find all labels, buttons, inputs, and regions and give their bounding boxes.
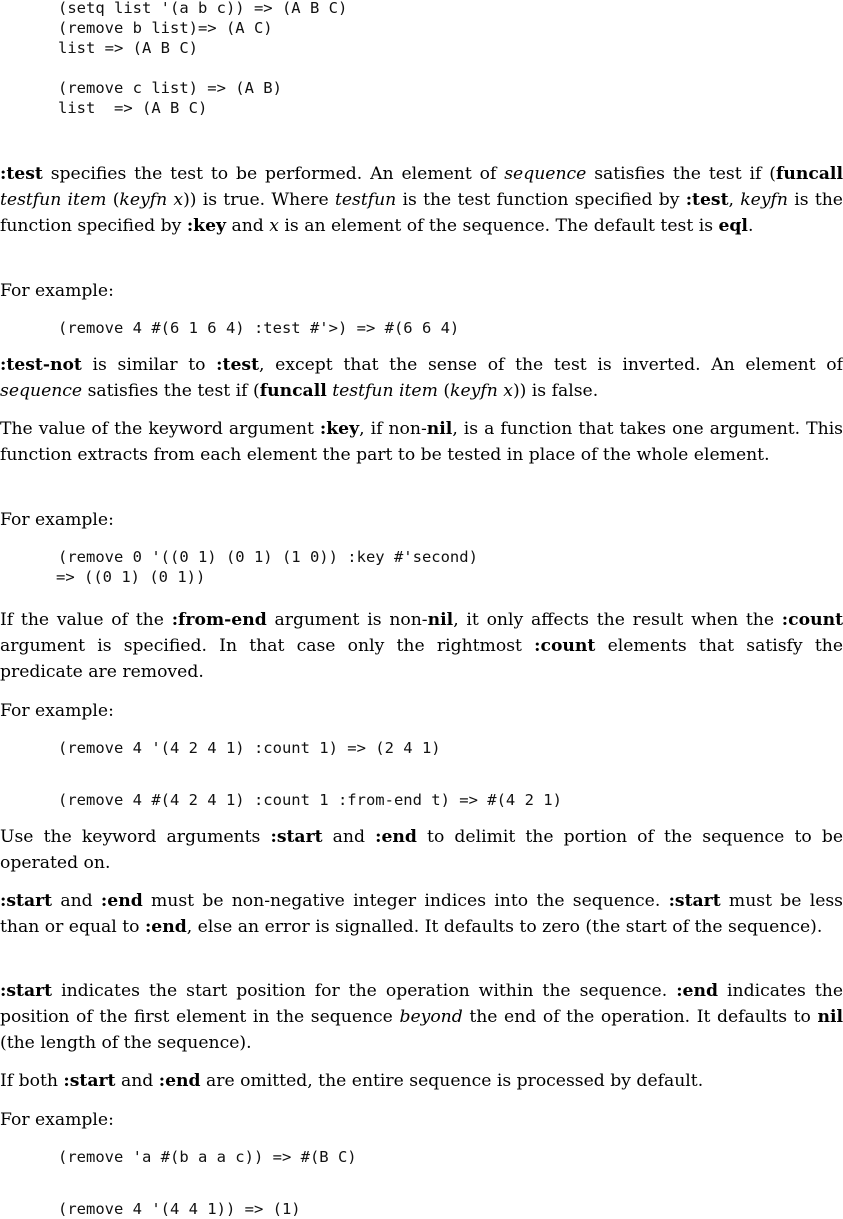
term: keyfn x	[450, 381, 513, 401]
text: must be non-negative integer indices into the sequence.	[142, 891, 669, 911]
keyword: :test	[0, 164, 43, 184]
paragraph-key	[0, 416, 843, 468]
term: x	[269, 216, 279, 236]
for-example-label: For example:	[0, 701, 114, 721]
code-block-setq-remove	[58, 0, 347, 118]
keyword: :test-not	[0, 355, 82, 375]
code-line: (setq list '(a b c)) => (A B C)	[58, 0, 348, 17]
text: is an element of the sequence. The default test is	[278, 216, 719, 236]
code-line: (remove 'a #(b a a c)) => #(B C)	[58, 1148, 357, 1166]
text: )) is false.	[512, 381, 599, 401]
keyword: :end	[144, 917, 187, 937]
text: are omitted, the entire sequence is processed by default.	[200, 1071, 704, 1091]
code-block-count	[58, 738, 562, 809]
text: .	[747, 216, 754, 236]
text: argument is specified. In that case only the rightmost	[0, 636, 535, 656]
paragraph-test-not	[0, 352, 843, 404]
code-line: (remove c list) => (A B)	[58, 79, 282, 97]
paragraph-both-omitted	[0, 1068, 843, 1094]
for-example-label: For example:	[0, 281, 114, 301]
code-line: => ((0 1) (0 1))	[56, 568, 206, 586]
text: (	[106, 190, 120, 210]
text: satisfies the test if (	[586, 164, 776, 184]
term: keyfn	[740, 190, 788, 210]
keyword: :count	[534, 636, 596, 656]
keyword: :start	[668, 891, 721, 911]
text: , except that the sense of the test is inverted. An element of	[259, 355, 843, 375]
code-line: list => (A B C)	[58, 39, 198, 57]
code-line: (remove 4 '(4 2 4 1) :count 1) => (2 4 1)	[58, 739, 441, 757]
text: indicates the start position for the operation within the sequence.	[52, 981, 677, 1001]
term: testfun	[334, 190, 397, 210]
text: to delimit the portion of the sequence to be operated on.	[0, 827, 843, 873]
text: the end of the operation. It defaults to	[462, 1007, 818, 1027]
paragraph-start-position	[0, 978, 843, 1056]
text: and	[226, 216, 270, 236]
text: argument is non-	[266, 610, 428, 630]
keyword: :count	[781, 610, 843, 630]
code-line: (remove b list)=> (A C)	[58, 19, 273, 37]
keyword: funcall	[259, 381, 327, 401]
code-line	[58, 59, 67, 77]
code-line	[58, 759, 67, 777]
text: , if non-	[359, 419, 427, 439]
keyword: :test	[685, 190, 729, 210]
keyword: :end	[676, 981, 718, 1001]
text: If the value of the	[0, 610, 172, 630]
keyword: nil	[427, 610, 454, 630]
text: If both	[0, 1071, 64, 1091]
for-example-label: For example:	[0, 1110, 114, 1130]
text: (the length of the sequence).	[0, 1033, 252, 1053]
keyword: :end	[100, 891, 143, 911]
code-block-key	[58, 547, 478, 587]
code-line: (remove 0 '((0 1) (0 1) (1 0)) :key #'second)	[58, 548, 478, 566]
for-example-label: For example:	[0, 510, 114, 530]
keyword: :start	[0, 981, 53, 1001]
keyword: eql	[718, 216, 748, 236]
text: )) is true. Where	[183, 190, 335, 210]
paragraph-from-end	[0, 607, 843, 685]
text: and	[322, 827, 376, 847]
term: sequence	[504, 164, 587, 184]
text: ,	[728, 190, 741, 210]
paragraph-test	[0, 161, 843, 239]
code-line: (remove 4 #(4 2 4 1) :count 1 :from-end t) => #(4 2 1)	[58, 791, 562, 809]
code-line: (remove 4 '(4 4 1)) => (1)	[58, 1200, 301, 1218]
text: is the test function specified by	[396, 190, 686, 210]
text: Use the keyword arguments	[0, 827, 271, 847]
text: satisfies the test if (	[82, 381, 260, 401]
keyword: :start	[63, 1071, 116, 1091]
keyword: :key	[186, 216, 226, 236]
text: elements that satisfy the predicate are removed.	[0, 636, 843, 682]
text: , it only affects the result when the	[453, 610, 782, 630]
term: testfun item	[0, 190, 107, 210]
term: testfun item	[332, 381, 438, 401]
keyword: :end	[158, 1071, 201, 1091]
text: indicates the position of the first element in the sequence	[0, 981, 843, 1027]
text: and	[115, 1071, 159, 1091]
keyword: :key	[319, 419, 360, 439]
keyword: :start	[0, 891, 53, 911]
text: is similar to	[81, 355, 217, 375]
term: sequence	[0, 381, 83, 401]
code-block-end	[58, 1147, 357, 1218]
text: , else an error is signalled. It defaults to zero (the start of the sequence).	[186, 917, 823, 937]
text: and	[52, 891, 101, 911]
text: (	[437, 381, 451, 401]
term: beyond	[399, 1007, 463, 1027]
term: keyfn x	[119, 190, 184, 210]
keyword: nil	[817, 1007, 843, 1027]
keyword: :end	[375, 827, 417, 847]
code-block-test	[58, 318, 459, 338]
text: is the function specified by	[0, 190, 843, 236]
text: specifies the test to be performed. An element of	[42, 164, 505, 184]
keyword: nil	[426, 419, 453, 439]
keyword: funcall	[775, 164, 843, 184]
paragraph-start-end-indices	[0, 888, 843, 940]
code-line	[58, 1168, 67, 1186]
text: , is a function that takes one argument. This function extracts from each element the part to be tested in place of the whole element.	[0, 419, 843, 465]
keyword: :test	[216, 355, 260, 375]
code-line: (remove 4 #(6 1 6 4) :test #'>) => #(6 6 4)	[58, 319, 460, 337]
paragraph-use-start-end	[0, 824, 843, 876]
keyword: :from-end	[171, 610, 267, 630]
text: must be less than or equal to	[0, 891, 843, 937]
text: The value of the keyword argument	[0, 419, 320, 439]
keyword: :start	[270, 827, 323, 847]
code-line: list => (A B C)	[58, 99, 208, 117]
